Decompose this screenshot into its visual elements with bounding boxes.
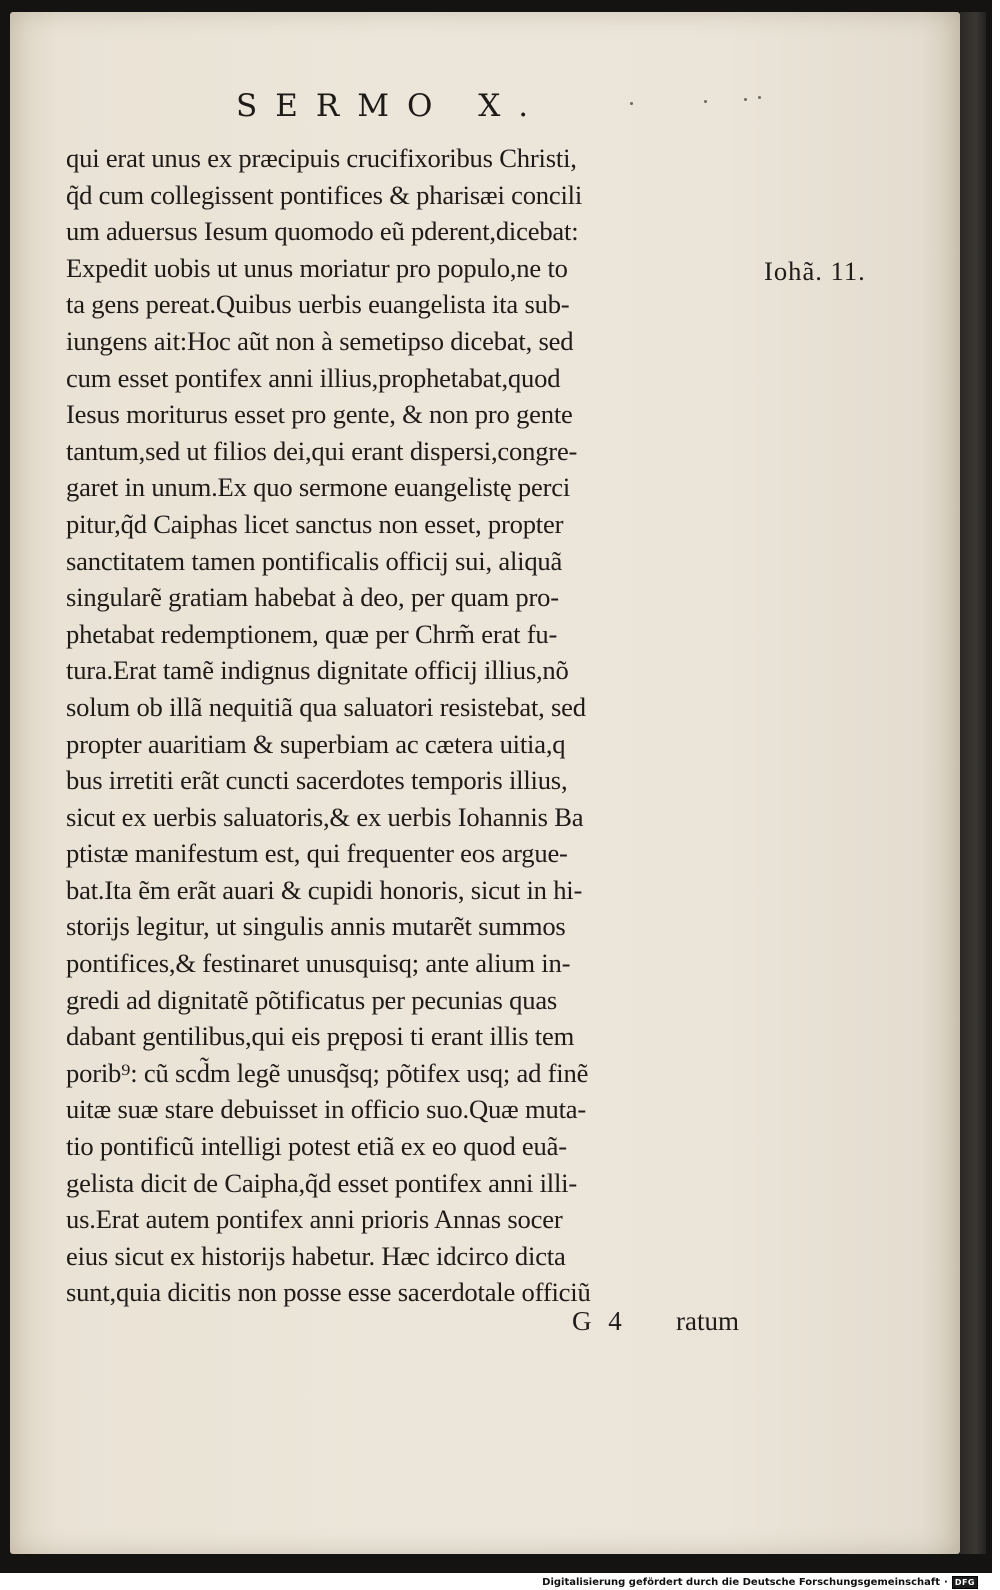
text-line: bat.Ita ẽm erãt auari & cupidi honoris, sicut in hi- [66, 874, 583, 905]
text-line: pitur,q̃d Caiphas licet sanctus non esset, propter [66, 508, 564, 539]
text-line: dabant gentilibus,qui eis pręposi ti erant illis tem [66, 1021, 575, 1052]
text-line: solum ob illã nequitiã qua saluatori resistebat, sed [66, 691, 586, 722]
text-line: iungens ait:Hoc aũt non à semetipso dicebat, sed [66, 325, 574, 356]
text-line: pontifices,& festinaret unusquisq; ante alium in- [66, 948, 571, 979]
text-line: Iesus moriturus esset pro gente, & non pro gente [66, 399, 573, 430]
text-line: sunt,quia dicitis non posse esse sacerdotale officiũ [66, 1277, 591, 1308]
dfg-logo-icon: DFG [952, 1576, 978, 1589]
marginal-note: Iohã. 11. [764, 256, 866, 286]
ink-speck [758, 96, 761, 99]
footer-credit [542, 1575, 978, 1590]
text-line: cum esset pontifex anni illius,prophetabat,quod [66, 362, 561, 393]
text-line: tura.Erat tamẽ indignus dignitate officij illius,nõ [66, 655, 569, 686]
text-line: propter auaritiam & superbiam ac cætera uitia,q [66, 728, 566, 759]
text-line: tio pontificũ intelligi potest etiã ex eo quod euã- [66, 1131, 567, 1162]
text-line: sicut ex uerbis saluatoris,& ex uerbis Iohannis Ba [66, 801, 584, 832]
text-line: storijs legitur, ut singulis annis mutarẽt summos [66, 911, 566, 942]
text-line: bus irretiti erãt cuncti sacerdotes temporis illius, [66, 765, 568, 796]
text-line: phetabat redemptionem, quæ per Chrm̃ erat fu- [66, 618, 558, 649]
text-line: Expedit uobis ut unus moriatur pro populo,ne to [66, 252, 568, 283]
ink-speck [744, 98, 747, 101]
catchword: ratum [676, 1306, 739, 1336]
text-line: uitæ suæ stare debuisset in officio suo.Quæ muta- [66, 1094, 587, 1125]
footer-text: Digitalisierung gefördert durch die Deutsche Forschungsgemeinschaft [542, 1577, 941, 1588]
footer-separator: · [944, 1577, 948, 1588]
signature-mark: G 4 [572, 1306, 622, 1336]
text-line: us.Erat autem pontifex anni prioris Annas socer [66, 1204, 563, 1235]
text-line: garet in unum.Ex quo sermone euangelistę perci [66, 472, 571, 503]
text-line: q̃d cum collegissent pontifices & pharisæi concili [66, 179, 583, 210]
text-line: qui erat unus ex præcipuis crucifixoribus Christi, [66, 143, 577, 173]
page-edge [960, 12, 986, 1554]
text-line: eius sicut ex historijs habetur. Hæc idcirco dicta [66, 1240, 566, 1271]
text-line: gredi ad dignitatẽ põtificatus per pecunias quas [66, 984, 558, 1015]
text-line: singularẽ gratiam habebat à deo, per quam pro- [66, 582, 559, 613]
body-text [66, 140, 766, 1311]
text-line: sanctitatem tamen pontificalis officij sui, aliquã [66, 545, 563, 576]
running-head: SERMO X. [236, 88, 547, 124]
text-line: ptistæ manifestum est, qui frequenter eos argue- [66, 838, 568, 869]
text-line: ta gens pereat.Quibus uerbis euangelista ita sub- [66, 289, 570, 320]
text-line: um aduersus Iesum quomodo eũ pderent,dicebat: [66, 216, 579, 247]
ink-speck [704, 100, 707, 103]
text-line: tantum,sed ut filios dei,qui erant dispersi,congre- [66, 435, 578, 466]
ink-speck [630, 102, 633, 105]
text-line: gelista dicit de Caipha,q̃d esset pontifex anni illi- [66, 1167, 578, 1198]
text-line: porib⁹: cũ scd̃m legẽ unusq̃sq; põtifex usq; ad finẽ [66, 1057, 589, 1088]
